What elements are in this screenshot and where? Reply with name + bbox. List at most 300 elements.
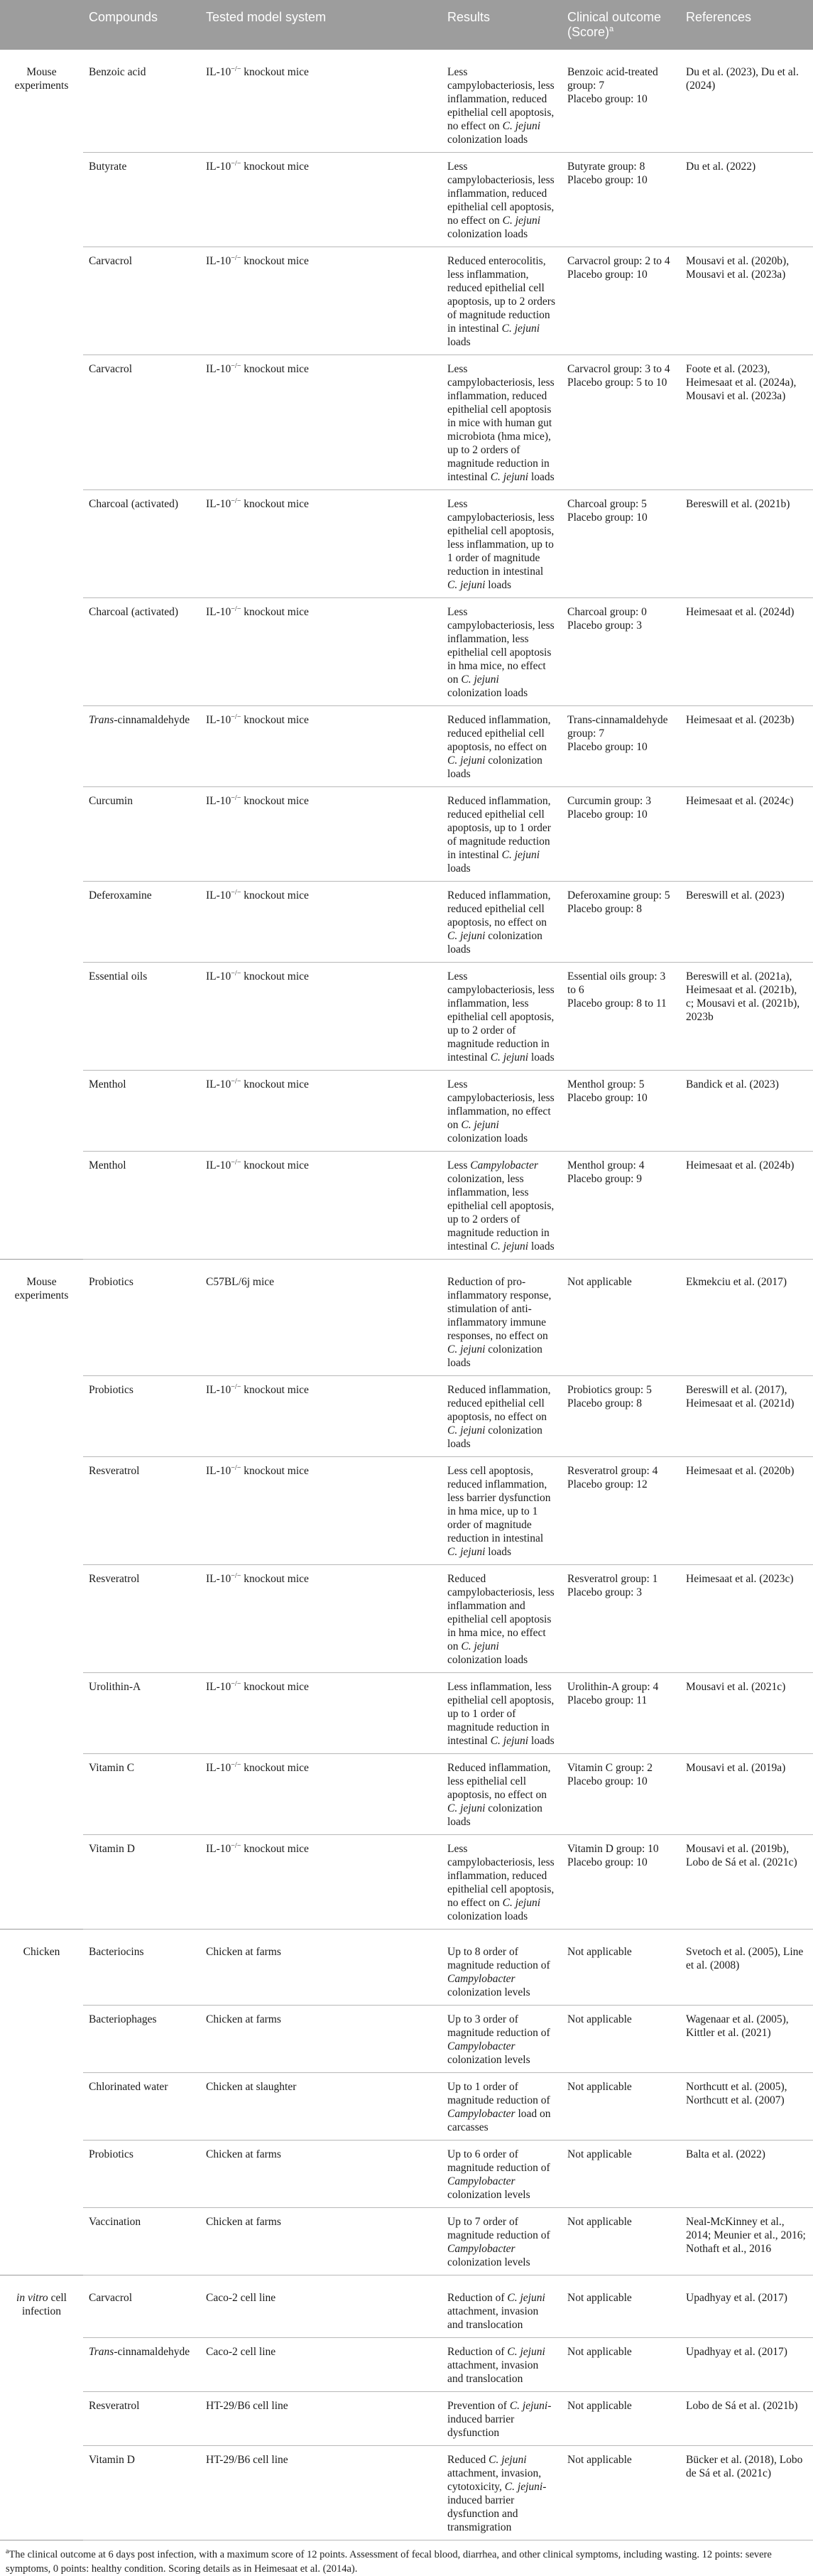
clinical-outcome-cell: [562, 1260, 680, 1376]
results-text: Less campylobacteriosis, less inflammation, no effect on: [447, 1078, 555, 1131]
model-system-cell: [200, 963, 442, 1071]
references-text: Bereswill et al. (2021b): [686, 498, 790, 510]
results-text: Less inflammation, less epithelial cell apoptosis, up to 1 order of magnitude reduction in intestinal: [447, 1681, 555, 1747]
compound-cell: [83, 2208, 200, 2275]
clinical-outcome-line: Not applicable: [567, 2454, 632, 2466]
results-cell: [442, 2392, 562, 2446]
model-system-text: knockout mice: [241, 1681, 309, 1693]
model-system-text: IL-10: [206, 1762, 231, 1774]
model-system-text: IL-10: [206, 1384, 231, 1396]
compound-cell: [83, 1152, 200, 1260]
model-system-text: Caco-2 cell line: [206, 2346, 276, 2358]
clinical-outcome-line: Not applicable: [567, 2081, 632, 2093]
table-row: [0, 1071, 813, 1152]
references-text: Foote et al. (2023), Heimesaat et al. (2024a), Mousavi et al. (2023a): [686, 363, 797, 402]
references-text: Mousavi et al. (2021c): [686, 1681, 786, 1693]
clinical-outcome-line: Placebo group: 8: [567, 1397, 643, 1409]
results-text: C. jejuni: [447, 1424, 486, 1436]
model-system-cell: [200, 1376, 442, 1457]
clinical-outcome-line: Placebo group: 8 to 11: [567, 997, 667, 1010]
clinical-outcome-line: Placebo group: 5 to 10: [567, 377, 667, 389]
references-cell: [680, 1260, 813, 1376]
results-text: Reduced inflammation, reduced epithelial cell apoptosis, no effect on: [447, 714, 551, 753]
model-system-cell: [200, 490, 442, 598]
references-text: Heimesaat et al. (2024d): [686, 606, 795, 618]
clinical-outcome-line: Placebo group: 10: [567, 1856, 648, 1868]
results-cell: [442, 1754, 562, 1835]
compound-cell: [83, 1930, 200, 2006]
references-cell: [680, 2446, 813, 2540]
references-cell: [680, 1930, 813, 2006]
results-text: colonization loads: [447, 1132, 528, 1144]
compound-cell: [83, 1376, 200, 1457]
compound-text: Resveratrol: [89, 1573, 140, 1585]
clinical-outcome-line: Resveratrol group: 1: [567, 1573, 658, 1585]
model-system-text: −/−: [231, 1382, 241, 1391]
clinical-outcome-cell: [562, 1673, 680, 1754]
references-text: Lobo de Sá et al. (2021b): [686, 2400, 798, 2412]
results-text: Prevention of: [447, 2400, 510, 2412]
model-system-cell: [200, 1260, 442, 1376]
results-text: colonization levels: [447, 2189, 530, 2201]
group-label: Chicken: [23, 1946, 60, 1958]
references-cell: [680, 882, 813, 963]
table-footnote: [0, 2540, 813, 2576]
model-system-text: −/−: [231, 254, 241, 262]
compound-text: Bacteriophages: [89, 2013, 157, 2025]
compound-text: Vaccination: [89, 2216, 141, 2228]
clinical-outcome-cell: [562, 598, 680, 706]
model-system-text: IL-10: [206, 363, 231, 375]
compound-text: Carvacrol: [89, 363, 133, 375]
compound-cell: [83, 882, 200, 963]
compound-cell: [83, 2141, 200, 2208]
model-system-text: IL-10: [206, 1573, 231, 1585]
compound-text: Deferoxamine: [89, 889, 152, 902]
table-row: [0, 2446, 813, 2540]
results-cell: [442, 1152, 562, 1260]
model-system-text: IL-10: [206, 714, 231, 726]
table-row: [0, 1565, 813, 1673]
model-system-text: −/−: [231, 1760, 241, 1769]
results-text: Reduction of: [447, 2346, 508, 2358]
references-cell: [680, 1754, 813, 1835]
references-text: Northcutt et al. (2005), Northcutt et al. (2007): [686, 2081, 787, 2106]
table-row: [0, 2338, 813, 2392]
results-text: -induced barrier dysfunction: [447, 2400, 552, 2439]
compound-text: Bacteriocins: [89, 1946, 144, 1958]
results-text: Less campylobacteriosis, less inflammation, reduced epithelial cell apoptosis, no effect on: [447, 161, 555, 227]
compound-cell: [83, 1457, 200, 1565]
results-text: attachment, invasion and translocation: [447, 2359, 539, 2385]
column-header-label: Results: [447, 10, 491, 24]
model-system-text: Chicken at farms: [206, 1946, 281, 1958]
clinical-outcome-line: Placebo group: 12: [567, 1478, 648, 1490]
clinical-outcome-line: Not applicable: [567, 2216, 632, 2228]
references-cell: [680, 706, 813, 787]
compound-cell: [83, 153, 200, 247]
results-text: C. jejuni: [502, 120, 541, 132]
clinical-outcome-line: Placebo group: 10: [567, 174, 648, 186]
clinical-outcome-line: Not applicable: [567, 2346, 632, 2358]
table-header: [0, 0, 813, 50]
results-text: Less campylobacteriosis, less inflammation, reduced epithelial cell apoptosis, no effect on: [447, 66, 555, 132]
results-text: C. jejuni: [504, 2481, 543, 2493]
references-text: Heimesaat et al. (2023b): [686, 714, 795, 726]
results-text: Up to 6 order of magnitude reduction of: [447, 2148, 550, 2174]
model-system-cell: [200, 2208, 442, 2275]
model-system-text: knockout mice: [241, 795, 309, 807]
results-cell: [442, 247, 562, 355]
model-system-cell: [200, 1457, 442, 1565]
results-cell: [442, 1457, 562, 1565]
results-text: colonization loads: [447, 687, 528, 699]
results-text: Up to 8 order of magnitude reduction of: [447, 1946, 550, 1971]
table-row: [0, 247, 813, 355]
references-text: Mousavi et al. (2019a): [686, 1762, 786, 1774]
references-text: Bereswill et al. (2017), Heimesaat et al. (2021d): [686, 1384, 795, 1409]
results-text: Up to 7 order of magnitude reduction of: [447, 2216, 550, 2241]
results-text: loads: [447, 336, 471, 348]
compound-text: -cinnamaldehyde: [114, 714, 190, 726]
model-system-text: −/−: [231, 605, 241, 613]
results-text: Less campylobacteriosis, less inflammation, reduced epithelial cell apoptosis in mice with human gut microbiota (hma mice), up to 2 orders of magnitude reduction in intestinal: [447, 363, 555, 483]
compound-cell: [83, 1835, 200, 1930]
model-system-text: knockout mice: [241, 1159, 309, 1171]
results-cell: [442, 1835, 562, 1930]
references-cell: [680, 1071, 813, 1152]
compound-cell: [83, 1071, 200, 1152]
clinical-outcome-cell: [562, 355, 680, 490]
clinical-outcome-line: Placebo group: 10: [567, 808, 648, 821]
clinical-outcome-line: Placebo group: 3: [567, 1586, 643, 1598]
results-text: Reduced enterocolitis, less inflammation, reduced epithelial cell apoptosis, up to 2 orders of magnitude reduction in intestinal: [447, 255, 555, 335]
model-system-text: Chicken at farms: [206, 2013, 281, 2025]
compound-text: Resveratrol: [89, 2400, 140, 2412]
clinical-outcome-line: Trans-cinnamaldehyde group: 7: [567, 714, 668, 740]
model-system-text: IL-10: [206, 1078, 231, 1091]
model-system-text: HT-29/B6 cell line: [206, 2400, 288, 2412]
clinical-outcome-cell: [562, 153, 680, 247]
model-system-text: −/−: [231, 362, 241, 370]
results-text: -induced barrier dysfunction and transmigration: [447, 2481, 547, 2533]
results-cell: [442, 1260, 562, 1376]
clinical-outcome-cell: [562, 1457, 680, 1565]
model-system-text: knockout mice: [241, 714, 309, 726]
model-system-text: knockout mice: [241, 498, 309, 510]
clinical-outcome-line: Not applicable: [567, 2148, 632, 2160]
results-cell: [442, 1673, 562, 1754]
model-system-text: IL-10: [206, 498, 231, 510]
model-system-cell: [200, 598, 442, 706]
model-system-text: knockout mice: [241, 970, 309, 983]
column-header: [442, 0, 562, 50]
model-system-text: C57BL/6j mice: [206, 1276, 275, 1288]
results-cell: [442, 882, 562, 963]
results-text: Campylobacter: [447, 2108, 515, 2120]
results-cell: [442, 1376, 562, 1457]
clinical-outcome-line: Menthol group: 4: [567, 1159, 645, 1171]
compound-text: Probiotics: [89, 1276, 133, 1288]
results-text: C. jejuni: [447, 754, 486, 767]
results-cell: [442, 50, 562, 153]
results-text: Reduced inflammation, reduced epithelial cell apoptosis, no effect on: [447, 889, 551, 929]
compound-text: Urolithin-A: [89, 1681, 141, 1693]
results-text: colonization loads: [447, 754, 542, 780]
clinical-outcome-cell: [562, 2392, 680, 2446]
model-system-text: IL-10: [206, 1843, 231, 1855]
model-system-text: −/−: [231, 969, 241, 978]
results-text: Campylobacter: [447, 1973, 515, 1985]
compound-text: Vitamin D: [89, 2454, 135, 2466]
results-text: loads: [447, 862, 471, 875]
references-text: Bücker et al. (2018), Lobo de Sá et al. (2021c): [686, 2454, 803, 2479]
results-cell: [442, 2006, 562, 2073]
results-text: Campylobacter: [470, 1159, 538, 1171]
clinical-outcome-line: Placebo group: 10: [567, 741, 648, 753]
results-text: C. jejuni: [447, 579, 486, 591]
compound-text: Essential oils: [89, 970, 148, 983]
table-row: [0, 882, 813, 963]
column-header: [680, 0, 813, 50]
table-row: [0, 2073, 813, 2141]
model-system-text: IL-10: [206, 161, 231, 173]
model-system-cell: [200, 2141, 442, 2208]
results-cell: [442, 1930, 562, 2006]
compound-text: Vitamin C: [89, 1762, 135, 1774]
table-row: [0, 2006, 813, 2073]
references-cell: [680, 2275, 813, 2338]
results-text: colonization loads: [447, 134, 528, 146]
clinical-outcome-cell: [562, 787, 680, 882]
results-text: Reduced inflammation, reduced epithelial cell apoptosis, no effect on: [447, 1384, 551, 1423]
compound-text: Probiotics: [89, 2148, 133, 2160]
table-row: [0, 1457, 813, 1565]
compound-text: Menthol: [89, 1159, 126, 1171]
results-text: loads: [528, 471, 555, 483]
results-cell: [442, 2073, 562, 2141]
compound-text: Curcumin: [89, 795, 133, 807]
results-text: colonization loads: [447, 1802, 542, 1828]
model-system-text: knockout mice: [241, 363, 309, 375]
clinical-outcome-line: Placebo group: 10: [567, 1775, 648, 1787]
references-text: Mousavi et al. (2020b), Mousavi et al. (2023a): [686, 255, 790, 281]
clinical-outcome-line: Carvacrol group: 3 to 4: [567, 363, 670, 375]
compound-text: Butyrate: [89, 161, 127, 173]
references-cell: [680, 1673, 813, 1754]
results-text: colonization loads: [447, 930, 542, 956]
table-row: [0, 2208, 813, 2275]
results-text: Reduced inflammation, reduced epithelial cell apoptosis, up to 1 order of magnitude reduction in intestinal: [447, 795, 551, 861]
references-text: Du et al. (2022): [686, 161, 756, 173]
clinical-outcome-line: Placebo group: 10: [567, 93, 648, 105]
group-label: Mouse experiments: [14, 1276, 69, 1301]
model-system-text: IL-10: [206, 1465, 231, 1477]
clinical-outcome-cell: [562, 1835, 680, 1930]
compound-cell: [83, 355, 200, 490]
table-row: [0, 1754, 813, 1835]
compound-cell: [83, 2275, 200, 2338]
clinical-outcome-line: Not applicable: [567, 2400, 632, 2412]
model-system-text: IL-10: [206, 889, 231, 902]
clinical-outcome-line: Placebo group: 10: [567, 512, 648, 524]
model-system-text: IL-10: [206, 795, 231, 807]
compound-cell: [83, 2392, 200, 2446]
clinical-outcome-line: Carvacrol group: 2 to 4: [567, 255, 670, 267]
results-text: Less campylobacteriosis, less inflammation, reduced epithelial cell apoptosis, no effect on: [447, 1843, 555, 1909]
model-system-text: Chicken at slaughter: [206, 2081, 297, 2093]
results-text: C. jejuni: [490, 1240, 529, 1252]
clinical-outcome-cell: [562, 963, 680, 1071]
compound-text: Benzoic acid: [89, 66, 146, 78]
compound-cell: [83, 247, 200, 355]
references-cell: [680, 1565, 813, 1673]
table-row: [0, 153, 813, 247]
table-row: [0, 2141, 813, 2208]
clinical-outcome-line: Deferoxamine group: 5: [567, 889, 670, 902]
column-header: [562, 0, 680, 50]
clinical-outcome-cell: [562, 2208, 680, 2275]
model-system-text: knockout mice: [241, 1384, 309, 1396]
clinical-outcome-line: Placebo group: 11: [567, 1694, 648, 1706]
results-cell: [442, 1565, 562, 1673]
model-system-cell: [200, 706, 442, 787]
references-cell: [680, 1376, 813, 1457]
column-header-label: Compounds: [89, 10, 158, 24]
results-cell: [442, 787, 562, 882]
compound-text: Trans: [89, 2346, 114, 2358]
results-cell: [442, 2446, 562, 2540]
results-text: colonization, less inflammation, less epithelial cell apoptosis, up to 2 orders of magnitude reduction in intestinal: [447, 1173, 555, 1252]
model-system-text: −/−: [231, 713, 241, 721]
results-text: C. jejuni: [502, 1897, 541, 1909]
model-system-text: HT-29/B6 cell line: [206, 2454, 288, 2466]
table-row: [0, 50, 813, 153]
references-cell: [680, 963, 813, 1071]
clinical-outcome-cell: [562, 1071, 680, 1152]
results-cell: [442, 2338, 562, 2392]
model-system-text: knockout mice: [241, 1465, 309, 1477]
table-row: [0, 963, 813, 1071]
clinical-outcome-line: Not applicable: [567, 2292, 632, 2304]
clinical-outcome-line: Placebo group: 9: [567, 1173, 643, 1185]
results-text: Reduction of: [447, 2292, 508, 2304]
model-system-text: IL-10: [206, 970, 231, 983]
model-system-cell: [200, 2446, 442, 2540]
results-text: loads: [485, 579, 511, 591]
group-label-cell: [0, 2275, 83, 2540]
references-cell: [680, 2338, 813, 2392]
clinical-outcome-cell: [562, 1565, 680, 1673]
results-text: attachment, invasion and translocation: [447, 2305, 539, 2331]
model-system-cell: [200, 2392, 442, 2446]
model-system-text: knockout mice: [241, 1078, 309, 1091]
header-row: [0, 0, 813, 50]
model-system-cell: [200, 882, 442, 963]
group-label-cell: [0, 1260, 83, 1930]
references-cell: [680, 1152, 813, 1260]
references-cell: [680, 598, 813, 706]
model-system-text: Chicken at farms: [206, 2148, 281, 2160]
clinical-outcome-line: Placebo group: 10: [567, 269, 648, 281]
results-text: C. jejuni: [461, 1640, 499, 1652]
clinical-outcome-line: Essential oils group: 3 to 6: [567, 970, 666, 996]
group-label: cell infection: [21, 2292, 67, 2317]
model-system-text: −/−: [231, 794, 241, 802]
clinical-outcome-line: Vitamin D group: 10: [567, 1843, 659, 1855]
results-text: C. jejuni: [447, 1546, 486, 1558]
results-text: Up to 3 order of magnitude reduction of: [447, 2013, 550, 2039]
table-row: [0, 598, 813, 706]
table-row: [0, 1673, 813, 1754]
footnote-marker: a: [6, 2548, 9, 2556]
group-label-italic: in vitro: [16, 2292, 48, 2304]
references-cell: [680, 247, 813, 355]
compound-cell: [83, 787, 200, 882]
model-system-cell: [200, 50, 442, 153]
model-system-cell: [200, 1071, 442, 1152]
model-system-text: IL-10: [206, 606, 231, 618]
results-cell: [442, 598, 562, 706]
model-system-text: knockout mice: [241, 161, 309, 173]
results-text: C. jejuni: [490, 1735, 529, 1747]
results-text: Reduction of pro-inflammatory response, stimulation of anti-inflammatory immune responses, no effect on: [447, 1276, 552, 1342]
references-text: Du et al. (2023), Du et al. (2024): [686, 66, 799, 92]
footnote-text: The clinical outcome at 6 days post infection, with a maximum score of 12 points. Assessment of fecal blood, diarrhea, and other clinical symptoms, including wasting. 12 points: severe symptoms, 0 points: healthy condition. Scoring details as in Heimesaat et al. (2014a).: [6, 2549, 772, 2575]
results-text: loads: [528, 1735, 555, 1747]
clinical-outcome-line: Vitamin C group: 2: [567, 1762, 653, 1774]
table-row: [0, 706, 813, 787]
compound-cell: [83, 2006, 200, 2073]
clinical-outcome-line: Placebo group: 10: [567, 1092, 648, 1104]
compound-text: Carvacrol: [89, 2292, 133, 2304]
model-system-cell: [200, 1565, 442, 1673]
model-system-text: IL-10: [206, 1681, 231, 1693]
references-text: Wagenaar et al. (2005), Kittler et al. (2021): [686, 2013, 789, 2039]
compound-text: Probiotics: [89, 1384, 133, 1396]
references-text: Balta et al. (2022): [686, 2148, 765, 2160]
results-text: C. jejuni: [490, 1051, 529, 1064]
clinical-outcome-cell: [562, 2446, 680, 2540]
results-text: colonization levels: [447, 2256, 530, 2268]
compound-cell: [83, 2446, 200, 2540]
compound-text: Menthol: [89, 1078, 126, 1091]
clinical-outcome-line: Charcoal group: 0: [567, 606, 647, 618]
results-text: colonization loads: [447, 1424, 542, 1450]
results-text: C. jejuni: [447, 1343, 486, 1355]
results-cell: [442, 963, 562, 1071]
clinical-outcome-line: Placebo group: 8: [567, 903, 643, 915]
compound-text: Charcoal (activated): [89, 606, 179, 618]
references-cell: [680, 2006, 813, 2073]
results-text: C. jejuni: [501, 849, 540, 861]
clinical-outcome-cell: [562, 882, 680, 963]
model-system-text: knockout mice: [241, 255, 309, 267]
results-text: colonization loads: [447, 228, 528, 240]
clinical-outcome-cell: [562, 2006, 680, 2073]
model-system-text: knockout mice: [241, 66, 309, 78]
results-text: Campylobacter: [447, 2040, 515, 2052]
results-text: colonization loads: [447, 1910, 528, 1922]
references-text: Ekmekciu et al. (2017): [686, 1276, 787, 1288]
model-system-cell: [200, 1152, 442, 1260]
table-row: [0, 1930, 813, 2006]
model-system-text: knockout mice: [241, 606, 309, 618]
clinical-outcome-cell: [562, 1754, 680, 1835]
clinical-outcome-line: Not applicable: [567, 2013, 632, 2025]
clinical-outcome-cell: [562, 1376, 680, 1457]
column-header: [200, 0, 442, 50]
